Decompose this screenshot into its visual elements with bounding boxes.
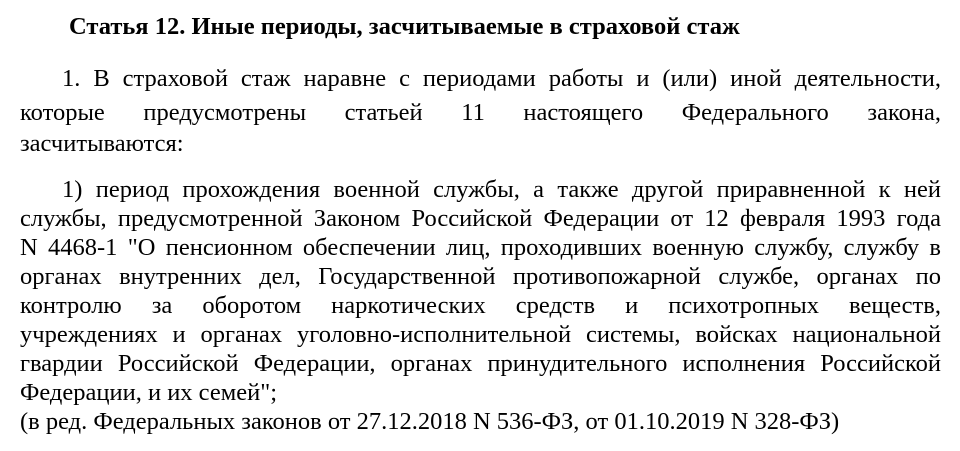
item-1-line-3 bbox=[20, 233, 941, 263]
item-1-line-6-text: учреждениях и органах уголовно-исполнительной системы, войсках национальной bbox=[20, 321, 941, 348]
word: за bbox=[151, 292, 173, 319]
clause-1-line-1-text: 1. В страховой стаж наравне с периодами работы и (или) иной деятельности, bbox=[62, 65, 941, 92]
item-1-line-2-text: службы, предусмотренной Законом Российской Федерации от 12 февраля 1993 года bbox=[20, 205, 941, 232]
item-1-line-4 bbox=[20, 262, 941, 292]
word: настоящего bbox=[523, 99, 644, 126]
word: психотропных bbox=[668, 292, 820, 319]
clause-1-line-2 bbox=[20, 98, 941, 128]
word: которые bbox=[20, 99, 105, 126]
word: 11 bbox=[461, 99, 485, 126]
word: Федерального bbox=[681, 99, 829, 126]
clause-1-line-1 bbox=[62, 64, 941, 94]
amendment-note: (в ред. Федеральных законов от 27.12.2018 N 536-ФЗ, от 01.10.2019 N 328-ФЗ) bbox=[20, 408, 840, 435]
item-1-line-7 bbox=[20, 349, 941, 379]
article-title: Статья 12. Иные периоды, засчитываемые в страховой стаж bbox=[69, 13, 740, 40]
word: предусмотрены bbox=[143, 99, 307, 126]
item-1-line-1-text: 1) период прохождения военной службы, а также другой приравненной к ней bbox=[62, 176, 941, 203]
item-1-line-8: Федерации, и их семей"; bbox=[20, 379, 278, 406]
clause-1-line-3: засчитываются: bbox=[20, 130, 184, 157]
word: оборотом bbox=[202, 292, 302, 319]
item-1-line-2 bbox=[20, 204, 941, 234]
item-1-line-5 bbox=[20, 291, 941, 321]
word: закона, bbox=[867, 99, 941, 126]
item-1-line-3-text: N 4468-1 "О пенсионном обеспечении лиц, проходивших военную службу, службу в bbox=[20, 234, 941, 261]
item-1-line-4-text: органах внутренних дел, Государственной противопожарной службе, органах по bbox=[20, 263, 941, 290]
word: контролю bbox=[20, 292, 122, 319]
item-1-line-7-text: гвардии Российской Федерации, органах принудительного исполнения Российской bbox=[20, 350, 941, 377]
item-1-line-6 bbox=[20, 320, 941, 350]
word: статьей bbox=[344, 99, 423, 126]
word: и bbox=[625, 292, 639, 319]
item-1-line-1 bbox=[62, 175, 941, 205]
word: веществ, bbox=[849, 292, 941, 319]
word: наркотических bbox=[331, 292, 486, 319]
word: средств bbox=[515, 292, 596, 319]
